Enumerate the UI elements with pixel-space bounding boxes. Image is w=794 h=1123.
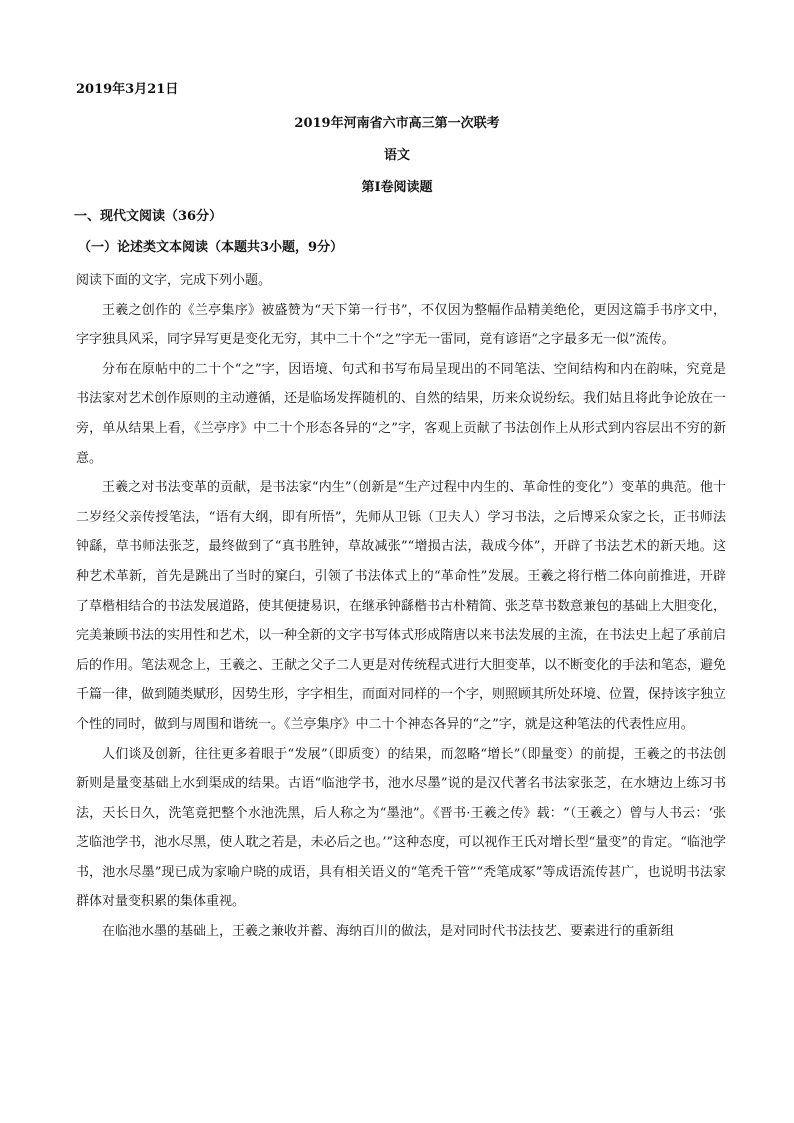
heading-modern-reading: 一、现代文阅读（36分） (74, 209, 223, 224)
paragraph-3: 王羲之对书法变革的贡献，是书法家“内生”（创新是“生产过程中内生的、革命性的变化”）变革的典范。他十二岁经父亲传授笔法，“语有大纲，即有所悟”，先师从卫铄（卫夫人）学习书法，之后博采众家之长，正书师法钟繇，草书师法张芝，最终做到了“真书胜钟，草故减张”“增损古法，裁成今体”，开辟了书法艺术的新天地。这种艺术革新，首先是跳出了当时的窠臼，引领了书法体式上的“革命性”发展。王羲之将行楷二体向前推进，开辟了草楷相结合的书法发展道路，使其便捷易识，在继承钟繇楷书古朴精简、张芝草书数意兼包的基础上大胆变化，完美兼顾书法的实用性和艺术，以一种全新的文字书写体式形成隋唐以来书法发展的主流，在书法史上起了承前启后的作用。笔法观念上，王羲之、王献之父子二人更是对传统程式进行大胆变革，以不断变化的手法和笔态，避免千篇一律，做到随类赋形，因势生形，字字相生，而面对同样的一个字，则照顾其所处环境、位置，保持该字独立个性的同时，做到与周围和谐统一。《兰亭集序》中二十个神态各异的“之”字，就是这种笔法的代表性应用。 (76, 480, 727, 732)
reading-passage (76, 266, 726, 947)
exam-title: 2019年河南省六市高三第一次联考 (294, 116, 500, 131)
heading-argumentative-reading: （一）论述类文本阅读（本题共3小题，9分） (78, 240, 344, 255)
section-title: 第Ⅰ卷阅读题 (361, 180, 433, 195)
document-date: 2019年3月21日 (76, 82, 179, 97)
paragraph-1: 王羲之创作的《兰亭集序》被盛赞为“天下第一行书”，不仅因为整幅作品精美绝伦，更因这篇手书序文中，字字独具风采，同字异写更是变化无穷，其中二十个“之”字无一雷同，竟有谚语“之字最多无一似”流传。 (76, 302, 726, 348)
instruction-text: 阅读下面的文字，完成下列小题。 (76, 273, 272, 288)
paragraph-5: 在临池水墨的基础上，王羲之兼收并蓄、海纳百川的做法，是对同时代书法技艺、要素进行的重新组 (102, 924, 675, 940)
paragraph-2: 分布在原帖中的二十个“之”字，因语境、句式和书写布局呈现出的不同笔法、空间结构和内在韵味，究竟是书法家对艺术创作原则的主动遵循，还是临场发挥随机的、自然的结果，历来众说纷纭。我们姑且将此争论放在一旁，单从结果上看，《兰亭序》中二十个形态各异的“之”字，客观上贡献了书法创作上从形式到内容层出不穷的新意。 (76, 361, 727, 466)
subject-title: 语文 (383, 148, 410, 163)
paragraph-4: 人们谈及创新，往往更多着眼于“发展”（即质变）的结果，而忽略“增长”（即量变）的前提，王羲之的书法创新则是量变基础上水到渠成的结果。古语“临池学书，池水尽墨”说的是汉代著名书法家张芝，在水塘边上练习书法，天长日久，洗笔竟把整个水池洗黑，后人称之为“墨池”。《晋书·王羲之传》载：“（王羲之）曾与人书云：‘张芝临池学书，池水尽黑，使人耽之若是，未必后之也。’”这种态度，可以视作王氏对增长型“量变”的肯定。“临池学书，池水尽墨”现已成为家喻户晓的成语，具有相关语义的“笔秃千管”“秃笔成冢”等成语流传甚广，也说明书法家群体对量变积累的集体重视。 (76, 746, 726, 910)
